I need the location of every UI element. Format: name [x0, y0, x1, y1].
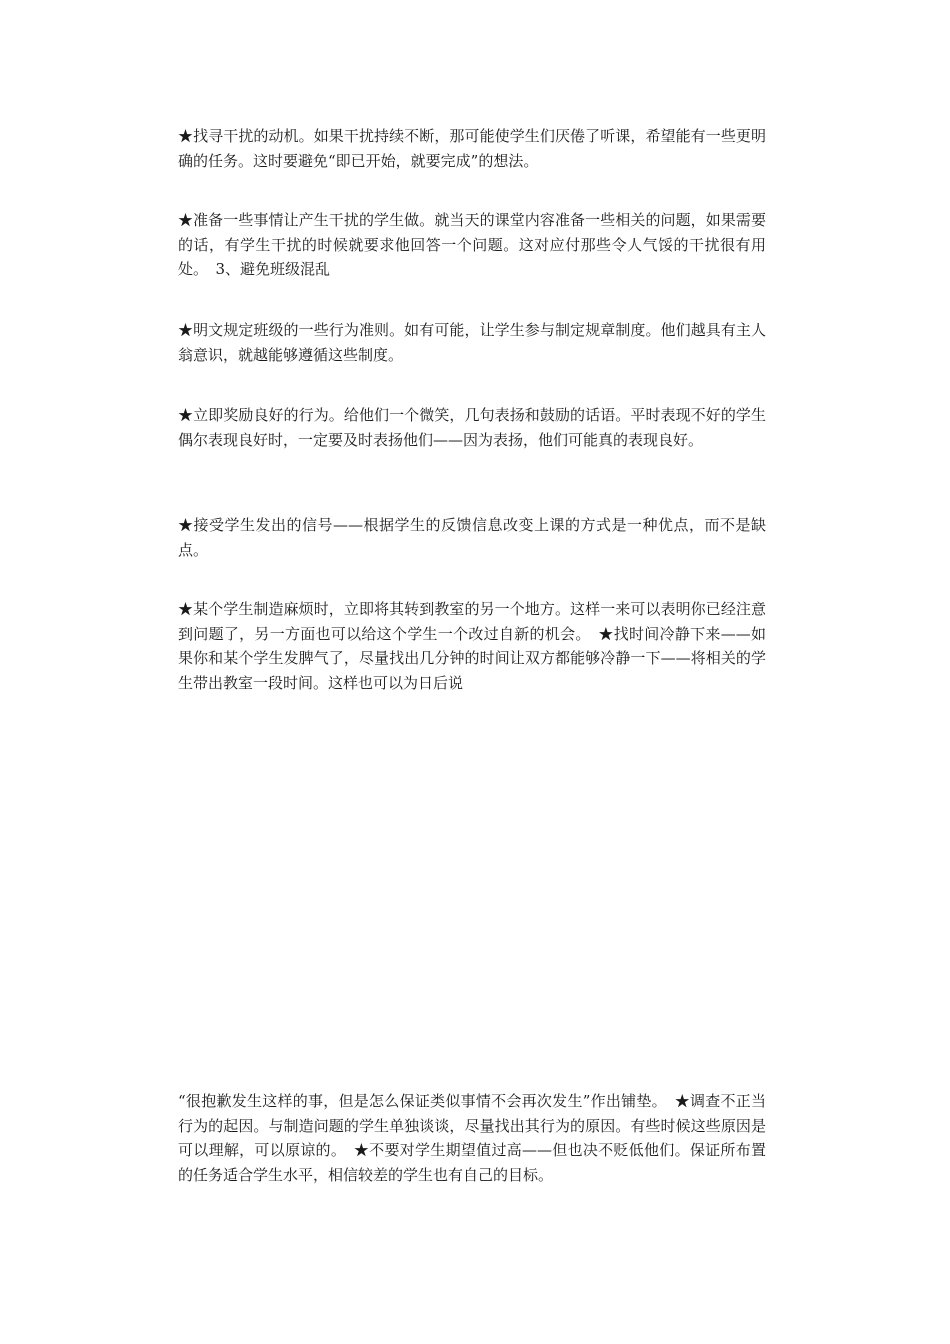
paragraph-reward-behavior: ★立即奖励良好的行为。给他们一个微笑，几句表扬和鼓励的话语。平时表现不好的学生偶尔表现良好时，一定要及时表扬他们——因为表扬，他们可能真的表现良好。	[178, 406, 766, 449]
paragraph-class-rules: ★明文规定班级的一些行为准则。如有可能，让学生参与制定规章制度。他们越具有主人翁意识，就越能够遵循这些制度。	[178, 321, 766, 364]
paragraph-find-motive: ★找寻干扰的动机。如果干扰持续不断，那可能使学生们厌倦了听课，希望能有一些更明确的任务。这时要避免“即已开始，就要完成”的想法。	[178, 127, 766, 170]
paragraph-continuation: “很抱歉发生这样的事，但是怎么保证类似事情不会再次发生”作出铺垫。 ★调查不正当行为的起因。与制造问题的学生单独谈谈，尽量找出其行为的原因。有些时候这些原因是可以理解，可以原谅的。 ★不要对学生期望值过高——但也决不贬低他们。保证所布置的任务适合学生水平，相信较差的学生也有自己的目标。	[178, 1092, 766, 1184]
paragraph-move-student: ★某个学生制造麻烦时，立即将其转到教室的另一个地方。这样一来可以表明你已经注意到问题了，另一方面也可以给这个学生一个改过自新的机会。 ★找时间冷静下来——如果你和某个学生发脾气了，尽量找出几分钟的时间让双方都能够冷静一下——将相关的学生带出教室一段时间。这样也可以为日后说	[178, 600, 766, 692]
paragraph-prepare-tasks: ★准备一些事情让产生干扰的学生做。就当天的课堂内容准备一些相关的问题，如果需要的话，有学生干扰的时候就要求他回答一个问题。这对应付那些令人气馁的干扰很有用处。 3、避免班级混乱	[178, 211, 766, 278]
paragraph-accept-signals: ★接受学生发出的信号——根据学生的反馈信息改变上课的方式是一种优点，而不是缺点。	[178, 516, 766, 559]
